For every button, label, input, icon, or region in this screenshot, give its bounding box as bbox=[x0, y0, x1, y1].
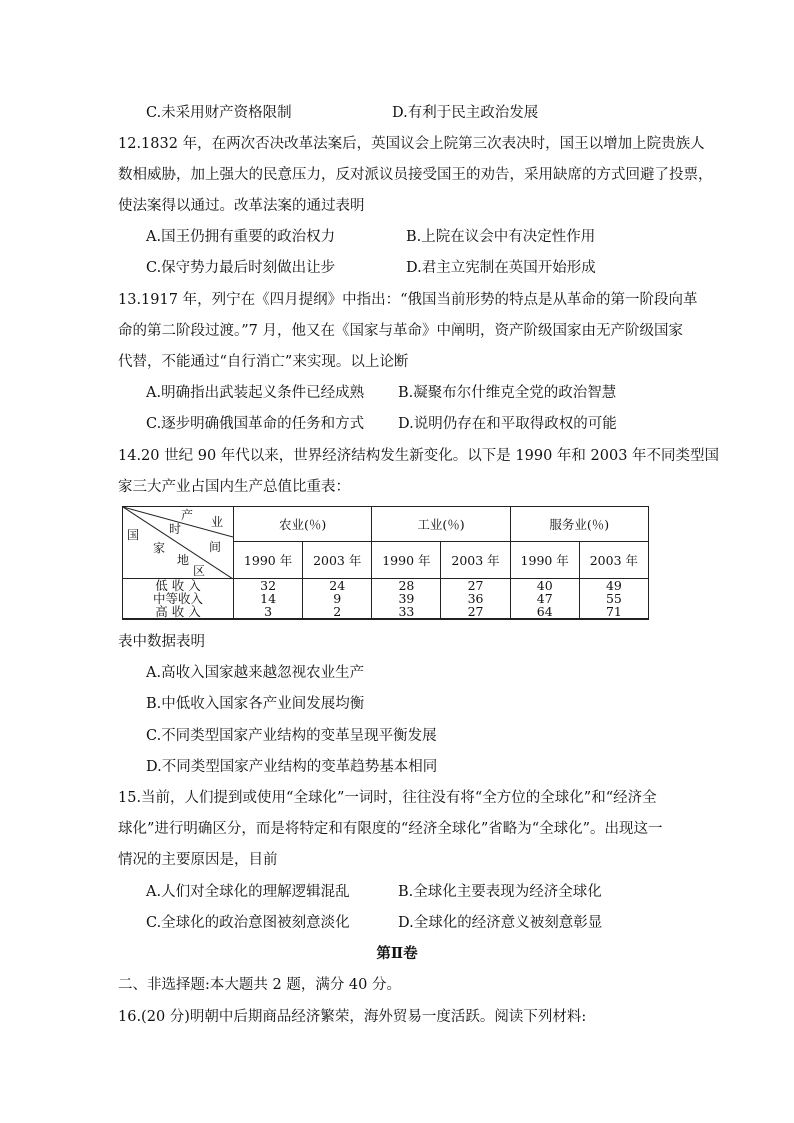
year-header: 2003 年 bbox=[303, 542, 372, 579]
q14-stem-line2: 家三大产业占国内生产总值比重表： bbox=[118, 479, 350, 495]
section-intro: 二、非选择题:本大题共 2 题，满分 40 分。 bbox=[118, 977, 401, 993]
table-cell: 49 bbox=[579, 579, 648, 593]
table-cell: 2 bbox=[303, 605, 372, 619]
gdp-share-table bbox=[122, 506, 649, 620]
q15-option-d: D.全球化的经济意义被刻意彰显 bbox=[398, 915, 603, 931]
year-header: 2003 年 bbox=[579, 542, 648, 579]
q13-option-d: D.说明仍存在和平取得政权的可能 bbox=[398, 416, 617, 432]
corner-label-di: 地 bbox=[177, 553, 190, 567]
table-cell: 47 bbox=[510, 592, 579, 605]
group-header-industry: 工业(％) bbox=[372, 507, 510, 542]
q12-option-d: D.君主立宪制在英国开始形成 bbox=[406, 260, 596, 276]
q13-stem-line2: 命的第二阶段过渡。”7 月，他又在《国家与革命》中阐明，资产阶级国家由无产阶级国家 bbox=[118, 323, 683, 339]
table-cell: 55 bbox=[579, 592, 648, 605]
corner-label-qu: 区 bbox=[193, 564, 206, 578]
q15-stem-line1: 15.当前，人们提到或使用“全球化”一词时，往往没有将“全方位的全球化”和“经济全 bbox=[118, 790, 657, 806]
corner-label-ye: 业 bbox=[211, 515, 224, 529]
q13-option-b: B.凝聚布尔什维克全党的政治智慧 bbox=[398, 385, 617, 401]
group-header-services: 服务业(％) bbox=[510, 507, 648, 542]
q13-option-c: C.逐步明确俄国革命的任务和方式 bbox=[146, 416, 365, 432]
q12-option-a: A.国王仍拥有重要的政治权力 bbox=[146, 229, 336, 245]
table-cell: 40 bbox=[510, 579, 579, 593]
table-row bbox=[123, 592, 649, 605]
corner-label-jia: 家 bbox=[153, 541, 166, 555]
table-cell: 32 bbox=[234, 579, 303, 593]
row-label: 低 收 入 bbox=[123, 579, 234, 593]
table-cell: 33 bbox=[372, 605, 441, 619]
table-cell: 27 bbox=[441, 579, 510, 593]
row-label: 中等收入 bbox=[123, 592, 234, 605]
q11-option-d: D.有利于民主政治发展 bbox=[392, 105, 539, 121]
corner-label-shi: 时 bbox=[169, 522, 182, 536]
corner-label-guo: 国 bbox=[127, 528, 140, 542]
year-header: 1990 年 bbox=[510, 542, 579, 579]
q14-after-table: 表中数据表明 bbox=[118, 634, 205, 650]
table-cell: 3 bbox=[234, 605, 303, 619]
table-corner-cell bbox=[123, 507, 234, 579]
table-cell: 71 bbox=[579, 605, 648, 619]
table-row bbox=[123, 579, 649, 593]
q14-option-a: A.高收入国家越来越忽视农业生产 bbox=[146, 665, 365, 681]
q15-option-b: B.全球化主要表现为经济全球化 bbox=[398, 884, 602, 900]
q12-stem-line2: 数相威胁，加上强大的民意压力，反对派议员接受国王的劝告，采用缺席的方式回避了投票， bbox=[118, 167, 713, 183]
q14-option-b: B.中低收入国家各产业间发展均衡 bbox=[146, 696, 365, 712]
section-title: 第Ⅱ卷 bbox=[376, 945, 418, 962]
q12-stem-line1: 12.1832 年，在两次否决改革法案后，英国议会上院第三次表决时，国王以增加上院贵族人 bbox=[118, 136, 705, 152]
table-cell: 64 bbox=[510, 605, 579, 619]
q14-stem-line1: 14.20 世纪 90 年代以来，世界经济结构发生新变化。以下是 1990 年和 2003 年不同类型国 bbox=[118, 448, 720, 464]
year-header: 1990 年 bbox=[372, 542, 441, 579]
q16-stem: 16.(20 分)明朝中后期商品经济繁荣，海外贸易一度活跃。阅读下列材料: bbox=[118, 1009, 587, 1025]
year-header: 1990 年 bbox=[234, 542, 303, 579]
table-cell: 36 bbox=[441, 592, 510, 605]
q14-option-c: C.不同类型国家产业结构的变革呈现平衡发展 bbox=[146, 728, 437, 744]
q15-option-c: C.全球化的政治意图被刻意淡化 bbox=[146, 915, 350, 931]
year-header: 2003 年 bbox=[441, 542, 510, 579]
q15-stem-line3: 情况的主要原因是，目前 bbox=[118, 852, 278, 868]
corner-label-jian: 间 bbox=[209, 540, 222, 554]
table-cell: 9 bbox=[303, 592, 372, 605]
q13-stem-line3: 代替，不能通过“自行消亡”来实现。以上论断 bbox=[118, 354, 409, 370]
q14-option-d: D.不同类型国家产业结构的变革趋势基本相同 bbox=[146, 759, 438, 775]
q13-stem-line1: 13.1917 年，列宁在《四月提纲》中指出：“俄国当前形势的特点是从革命的第一阶段向革 bbox=[118, 292, 698, 308]
group-header-agriculture: 农业(％) bbox=[234, 507, 372, 542]
corner-label-chan: 产 bbox=[181, 508, 194, 522]
q15-stem-line2: 球化”进行明确区分，而是将特定和有限度的“经济全球化”省略为“全球化”。出现这一 bbox=[118, 821, 663, 837]
table-row bbox=[123, 605, 649, 619]
table-cell: 14 bbox=[234, 592, 303, 605]
table-cell: 24 bbox=[303, 579, 372, 593]
row-label: 高 收 入 bbox=[123, 605, 234, 619]
table-cell: 39 bbox=[372, 592, 441, 605]
table-cell: 28 bbox=[372, 579, 441, 593]
q12-option-b: B.上院在议会中有决定性作用 bbox=[406, 229, 596, 245]
q15-option-a: A.人们对全球化的理解逻辑混乱 bbox=[146, 884, 350, 900]
q13-option-a: A.明确指出武装起义条件已经成熟 bbox=[146, 385, 365, 401]
q12-stem-line3: 使法案得以通过。改革法案的通过表明 bbox=[118, 198, 365, 214]
q12-option-c: C.保守势力最后时刻做出让步 bbox=[146, 260, 336, 276]
table-cell: 27 bbox=[441, 605, 510, 619]
q11-option-c: C.未采用财产资格限制 bbox=[146, 105, 292, 121]
